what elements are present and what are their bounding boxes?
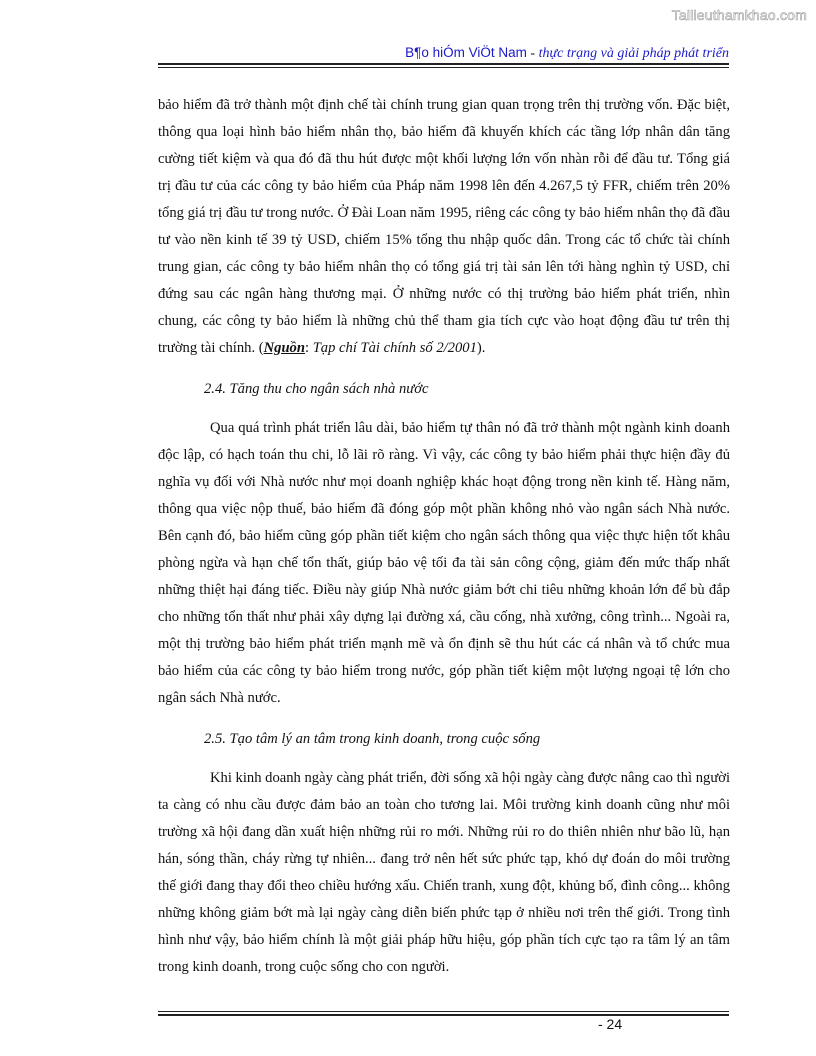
header-rule-thick [158,63,729,65]
header-separator: - [526,46,539,61]
spacer [158,362,730,376]
watermark: Tailieuthamkhao.com [671,7,807,23]
footer-rule-thin [158,1011,729,1012]
page-body [158,92,730,981]
source-citation: Tạp chí Tài chính số 2/2001 [312,340,477,356]
source-label: Nguồn [263,340,305,356]
intro-paragraph-text: bảo hiểm đã trở thành một định chế tài chính trung gian quan trọng trên thị trường vốn. Đặc biệt, thông qua loại hình bảo hiểm nhân thọ, bảo hiểm đã khuyến khích các tầng lớp nhân dân tăng cường tiết kiệm và qua đó đã thu hút được một khối lượng lớn vốn nhàn rỗi để đầu tư. Tổng giá trị đầu tư của các công ty bảo hiểm của Pháp năm 1998 lên đến 4.267,5 tỷ FFR, chiếm trên 20% tổng giá trị đầu tư trong nước. Ở Đài Loan năm 1995, riêng các công ty bảo hiểm nhân thọ đã đầu tư vào nền kinh tế 39 tỷ USD, chiếm 15% tổng thu nhập quốc dân. Trong các tổ chức tài chính trung gian, các công ty bảo hiểm nhân thọ có tổng giá trị tài sản lên tới hàng nghìn tỷ USD, chỉ đứng sau các ngân hàng thương mại. Ở những nước có thị trường bảo hiểm phát triển, nhìn chung, các công ty bảo hiểm là những chủ thể tham gia tích cực vào hoạt động đầu tư trên thị trường tài chính. ( [158,97,730,356]
section-paragraph-2-4: Qua quá trình phát triển lâu dài, bảo hiểm tự thân nó đã trở thành một ngành kinh doanh độc lập, có hạch toán thu chi, lỗ lãi rõ ràng. Vì vậy, các công ty bảo hiểm phải thực hiện đầy đủ nghĩa vụ đối với Nhà nước như mọi doanh nghiệp khác hoạt động trong nền kinh tế. Hàng năm, thông qua việc nộp thuế, bảo hiểm đã đóng góp một phần không nhỏ vào ngân sách Nhà nước. Bên cạnh đó, bảo hiểm cũng góp phần tiết kiệm cho ngân sách thông qua việc thực hiện tốt khâu phòng ngừa và hạn chế tổn thất, giúp bảo vệ tối đa tài sản công cộng, giảm đến mức thấp nhất những thiệt hại đáng tiếc. Điều này giúp Nhà nước giảm bớt chi tiêu những khoản lớn để bù đắp cho những tổn thất như phải xây dựng lại đường xá, cầu cống, nhà xưởng, công trình... Ngoài ra, một thị trường bảo hiểm phát triển mạnh mẽ và ổn định sẽ thu hút các cá nhân và tổ chức mua bảo hiểm của các công ty bảo hiểm trong nước, góp phần tiết kiệm một lượng ngoại tệ lớn cho ngân sách Nhà nước. [158,420,730,706]
header-title: B¶o hiÓm ViÖt Nam [405,45,527,60]
section-paragraph-2-5: Khi kinh doanh ngày càng phát triển, đời sống xã hội ngày càng được nâng cao thì người ta càng có nhu cầu được đảm bảo an toàn cho tương lai. Môi trường kinh doanh cũng như môi trường xã hội đang dần xuất hiện những rủi ro mới. Những rủi ro do thiên nhiên như bão lũ, hạn hán, sóng thần, cháy rừng tự nhiên... đang trở nên hết sức phức tạp, khó dự đoán do môi trường thế giới đang thay đổi theo chiều hướng xấu. Chiến tranh, xung đột, khủng bố, đình công... không những không giảm bớt mà lại ngày càng diễn biến phức tạp ở nhiều nơi trên thế giới. Trong tình hình như vậy, bảo hiểm chính là một giải pháp hữu hiệu, góp phần tích cực tạo ra tâm lý an tâm trong kinh doanh, trong cuộc sống cho con người. [158,770,730,975]
footer-rule-thick [158,1014,729,1016]
spacer [158,712,730,726]
header-rule-thin [158,67,729,68]
intro-paragraph [158,92,730,362]
spacer [158,753,730,765]
source-closing: ). [476,340,486,356]
section-heading-2-4: 2.4. Tăng thu cho ngân sách nhà nước [204,381,429,397]
page-number: - 24 [598,1016,623,1032]
running-header [158,44,729,63]
section-heading-2-5: 2.5. Tạo tâm lý an tâm trong kinh doanh, trong cuộc sống [204,731,541,747]
spacer [158,403,730,415]
source-colon: : [304,340,313,356]
header-subtitle: thực trạng và giải pháp phát triển [538,46,729,61]
